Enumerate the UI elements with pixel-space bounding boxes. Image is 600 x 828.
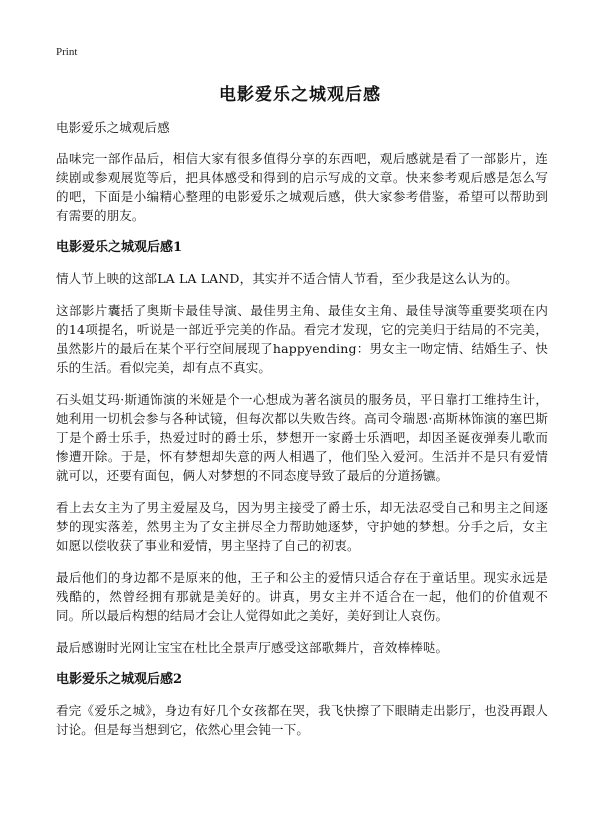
paragraph: 最后他们的身边都不是原来的他，王子和公主的爱情只适合存在于童话里。现实永远是残酷的，然曾经拥有那就是美好的。讲真，男女主并不适合在一起，他们的价值观不同。所以最后构想的结局才会让人觉得如此之美好，美好到让人哀伤。 (56, 570, 548, 623)
paragraph: 这部影片囊括了奥斯卡最佳导演、最佳男主角、最佳女主角、最佳导演等重要奖项在内的14项提名，听说是一部近乎完美的作品。看完才发现，它的完美归于结局的不完美，虽然影片的最后在某个平行空间展现了happyending：男女主一吻定情、结婚生子、快乐的生活。看似完美，却有点不真实。 (56, 303, 548, 375)
intro-paragraph: 品味完一部作品后，相信大家有很多值得分享的东西吧，观后感就是看了一部影片，连续剧或参观展览等后，把具体感受和得到的启示写成的文章。快来参考观后感是怎么写的吧，下面是小编精心整理的电影爱乐之城观后感，供大家参考借鉴，希望可以帮助到有需要的朋友。 (56, 151, 548, 223)
paragraph: 情人节上映的这部LA LA LAND，其实并不适合情人节看，至少我是这么认为的。 (56, 271, 518, 286)
paragraph: 最后感谢时光网让宝宝在杜比全景声厅感受这部歌舞片，音效棒棒哒。 (56, 640, 449, 655)
section-heading: 电影爱乐之城观后感1 (56, 240, 183, 255)
paragraph: 石头姐艾玛·斯通饰演的米娅是个一心想成为著名演员的服务员，平日靠打工维持生计，她利用一切机会参与各种试镜，但每次都以失败告终。高司令瑞恩·高斯林饰演的塞巴斯丁是个爵士乐手，热爱过时的爵士乐，梦想开一家爵士乐酒吧，却因圣诞夜弹奏儿歌而惨遭开除。于是，怀有梦想却失意的两人相遇了，他们坠入爱河。生活并不是只有爱情就可以，还要有面包，俩人对梦想的不同态度导致了最后的分道扬镳。 (56, 392, 548, 483)
intro-title: 电影爱乐之城观后感 (56, 120, 170, 135)
paragraph: 看上去女主为了男主爱屋及乌，因为男主接受了爵士乐，却无法忍受自己和男主之间逐梦的现实落差，然男主为了女主拼尽全力帮助她逐梦，守护她的梦想。分手之后，女主如愿以偿收获了事业和爱情，男主坚持了自己的初衷。 (56, 500, 548, 553)
paragraph: 看完《爱乐之城》，身边有好几个女孩都在哭，我飞快擦了下眼睛走出影厅，也没再跟人讨论。但是每当想到它，依然心里会钝一下。 (56, 703, 548, 737)
section-heading: 电影爱乐之城观后感2 (56, 672, 183, 687)
page-title: 电影爱乐之城观后感 (219, 85, 381, 105)
print-label: Print (56, 46, 78, 58)
article-body (56, 118, 548, 752)
